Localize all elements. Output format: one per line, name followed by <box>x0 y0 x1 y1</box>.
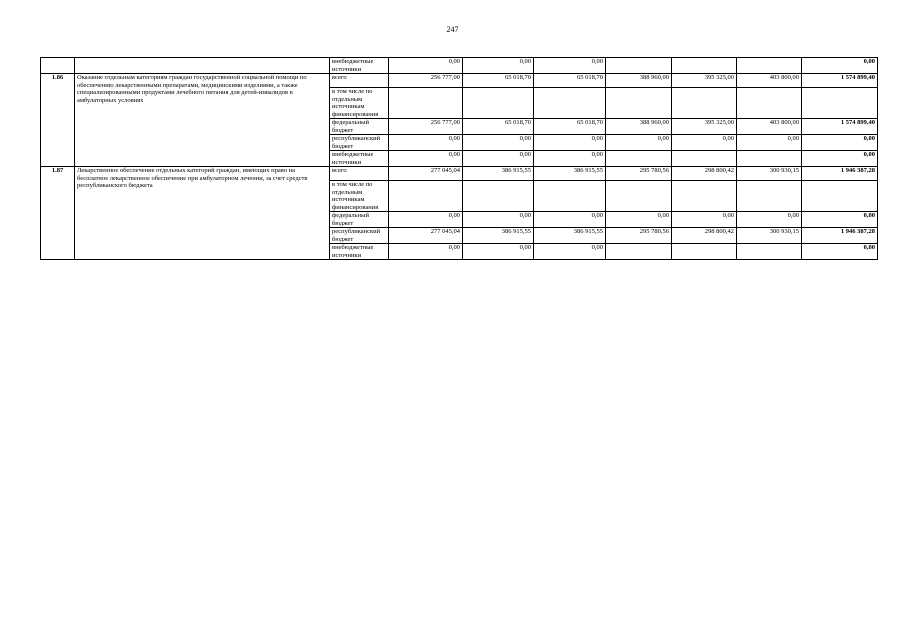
value-cell: 0,00 <box>389 135 463 151</box>
value-cell: 0,00 <box>389 212 463 228</box>
value-cell: 65 018,70 <box>534 119 606 135</box>
value-cell: 388 960,00 <box>606 119 672 135</box>
total-value-cell: 0,00 <box>802 58 878 74</box>
value-cell: 0,00 <box>672 212 737 228</box>
value-cell: 0,00 <box>463 151 534 167</box>
entry-number: 1.86 <box>41 74 75 167</box>
total-value-cell <box>802 88 878 119</box>
value-cell: 0,00 <box>534 212 606 228</box>
value-cell <box>606 181 672 212</box>
value-cell: 0,00 <box>534 151 606 167</box>
value-cell: 0,00 <box>672 135 737 151</box>
value-cell: 0,00 <box>606 135 672 151</box>
value-cell: 298 800,42 <box>672 228 737 244</box>
budget-row <box>41 167 878 181</box>
total-value-cell <box>802 181 878 212</box>
total-value-cell: 0,00 <box>802 212 878 228</box>
source-cell: внебюджетные источники <box>330 58 389 74</box>
value-cell <box>534 88 606 119</box>
value-cell <box>606 244 672 260</box>
total-value-cell: 0,00 <box>802 135 878 151</box>
value-cell: 0,00 <box>463 244 534 260</box>
value-cell <box>672 181 737 212</box>
budget-table <box>40 57 878 260</box>
name-cell <box>75 58 330 74</box>
funding-source-label: внебюджетные источники <box>330 151 389 167</box>
value-cell <box>672 244 737 260</box>
total-value-cell: 1 574 899,40 <box>802 74 878 88</box>
funding-source-label: в том числе по отдельным источникам финансирования <box>330 181 389 212</box>
value-cell <box>672 88 737 119</box>
total-value-cell: 0,00 <box>802 244 878 260</box>
value-cell: 0,00 <box>534 58 606 74</box>
funding-source-label: всего <box>330 74 389 88</box>
number-cell <box>41 58 75 74</box>
value-cell: 65 018,70 <box>534 74 606 88</box>
value-cell: 386 915,55 <box>463 228 534 244</box>
value-cell: 386 915,55 <box>534 228 606 244</box>
funding-source-label: федеральный бюджет <box>330 212 389 228</box>
value-cell: 0,00 <box>463 58 534 74</box>
value-cell: 0,00 <box>389 244 463 260</box>
value-cell: 395 325,00 <box>672 74 737 88</box>
value-cell <box>737 151 802 167</box>
value-cell <box>737 88 802 119</box>
value-cell: 0,00 <box>606 212 672 228</box>
value-cell <box>672 151 737 167</box>
total-value-cell: 1 574 899,40 <box>802 119 878 135</box>
funding-source-label: республиканский бюджет <box>330 228 389 244</box>
entry-name: Оказание отдельным категориям граждан государственной социальной помощи по обеспечению лекарственными препаратами, медицинскими изделиями, а также специализированными продуктами лечебного питания для детей-инвалидов в амбулаторных условиях <box>75 74 330 167</box>
value-cell: 395 325,00 <box>672 119 737 135</box>
total-value-cell: 1 946 387,28 <box>802 167 878 181</box>
value-cell: 0,00 <box>389 58 463 74</box>
value-cell: 298 800,42 <box>672 167 737 181</box>
value-cell <box>463 181 534 212</box>
value-cell: 277 045,04 <box>389 167 463 181</box>
value-cell: 65 018,70 <box>463 74 534 88</box>
value-cell: 300 930,15 <box>737 167 802 181</box>
funding-source-label: федеральный бюджет <box>330 119 389 135</box>
total-value-cell: 1 946 387,28 <box>802 228 878 244</box>
total-value-cell: 0,00 <box>802 151 878 167</box>
value-cell <box>737 181 802 212</box>
funding-source-label: в том числе по отдельным источникам финансирования <box>330 88 389 119</box>
value-cell: 386 915,55 <box>534 167 606 181</box>
value-cell: 0,00 <box>534 135 606 151</box>
value-cell: 386 915,55 <box>463 167 534 181</box>
value-cell: 0,00 <box>463 212 534 228</box>
page-number: 247 <box>446 25 459 34</box>
value-cell <box>389 88 463 119</box>
funding-source-label: всего <box>330 167 389 181</box>
value-cell <box>737 244 802 260</box>
value-cell: 0,00 <box>389 151 463 167</box>
value-cell <box>672 58 737 74</box>
value-cell <box>534 181 606 212</box>
value-cell <box>389 181 463 212</box>
value-cell: 403 800,00 <box>737 119 802 135</box>
value-cell <box>606 88 672 119</box>
value-cell <box>606 151 672 167</box>
value-cell: 256 777,00 <box>389 119 463 135</box>
continuation-row <box>41 58 878 74</box>
funding-source-label: внебюджетные источники <box>330 244 389 260</box>
budget-row <box>41 74 878 88</box>
value-cell: 256 777,00 <box>389 74 463 88</box>
value-cell: 0,00 <box>534 244 606 260</box>
value-cell: 388 960,00 <box>606 74 672 88</box>
funding-source-label: республиканский бюджет <box>330 135 389 151</box>
entry-number: 1.87 <box>41 167 75 260</box>
value-cell: 295 780,56 <box>606 228 672 244</box>
value-cell: 300 930,15 <box>737 228 802 244</box>
value-cell: 0,00 <box>463 135 534 151</box>
value-cell: 295 780,56 <box>606 167 672 181</box>
value-cell <box>737 58 802 74</box>
value-cell: 65 018,70 <box>463 119 534 135</box>
value-cell <box>463 88 534 119</box>
value-cell: 277 045,04 <box>389 228 463 244</box>
value-cell: 403 800,00 <box>737 74 802 88</box>
value-cell <box>606 58 672 74</box>
value-cell: 0,00 <box>737 135 802 151</box>
value-cell: 0,00 <box>737 212 802 228</box>
entry-name: Лекарственное обеспечение отдельных категорий граждан, имеющих право на бесплатное лекарственное обеспечение при амбулаторном лечении, за счет средств республиканского бюджета <box>75 167 330 260</box>
